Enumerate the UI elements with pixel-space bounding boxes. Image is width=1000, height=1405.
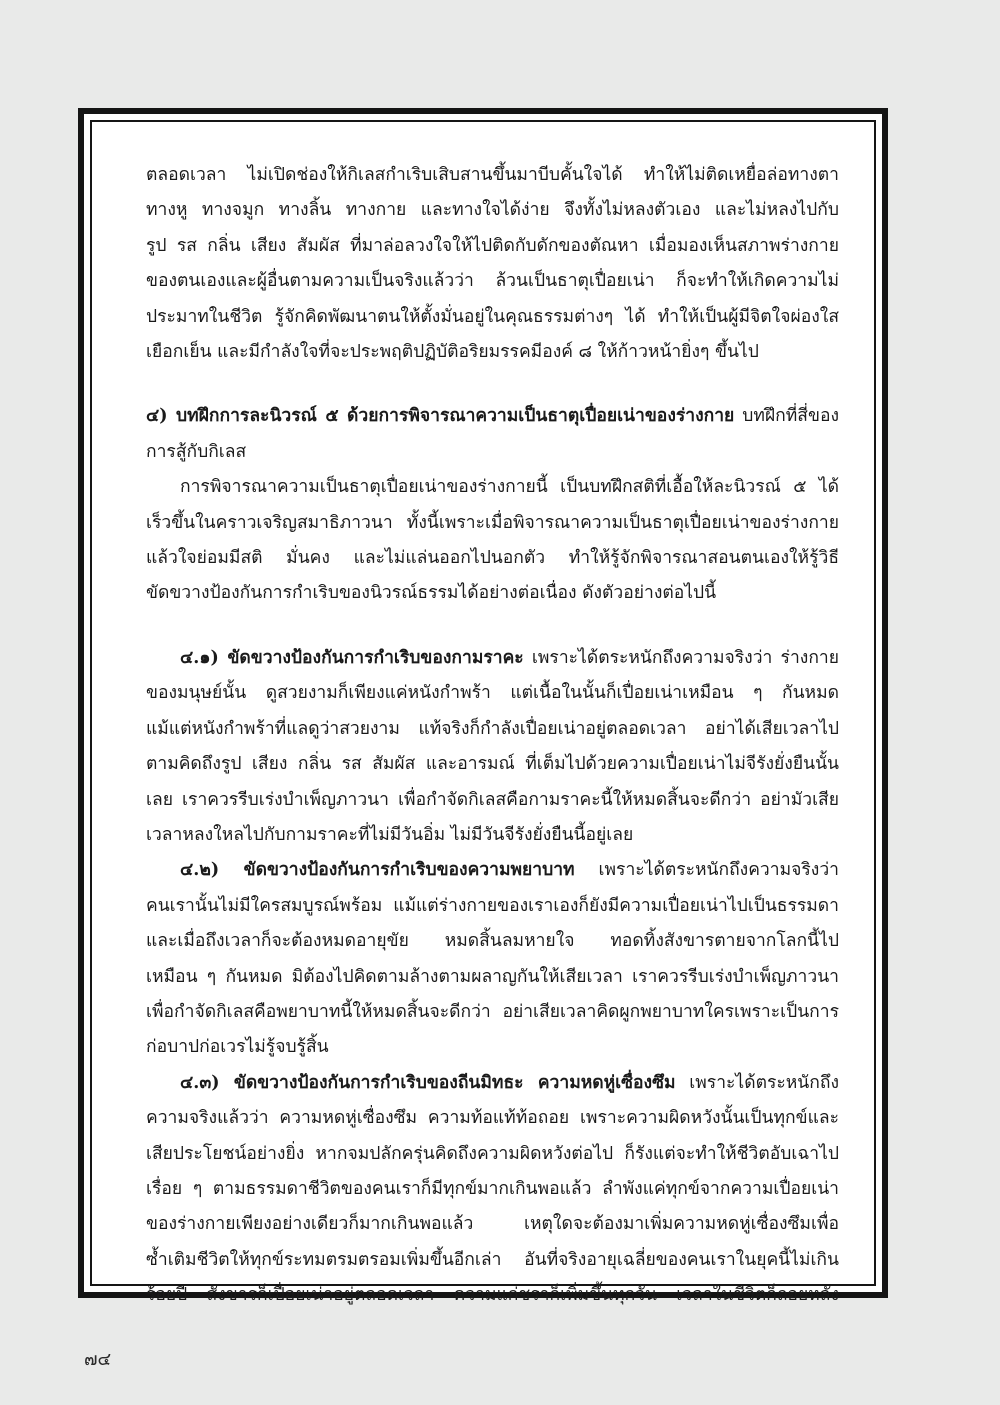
text-line: ประมาทในชีวิต รู้จักคิดพัฒนาตนให้ตั้งมั่นอยู่ในคุณธรรมต่างๆ ได้ ทำให้เป็นผู้มีจิตใจผ่องใส xyxy=(146,306,839,327)
section-heading-line2: การสู้กับกิเลส xyxy=(146,441,247,462)
text-line: ทางหู ทางจมูก ทางลิ้น ทางกาย และทางใจได้ง่าย จึงทั้งไม่หลงตัวเอง และไม่หลงไปกับ xyxy=(146,200,839,221)
item-4-2 xyxy=(146,853,839,1065)
text-line: เยือกเย็น และมีกำลังใจที่จะประพฤติปฏิบัติอริยมรรคมีองค์ ๘ ให้ก้าวหน้ายิ่งๆ ขึ้นไป xyxy=(146,342,759,363)
spacer xyxy=(146,612,839,641)
text-line: การพิจารณาความเป็นธาตุเปื่อยเน่าของร่างกายนี้ เป็นบทฝึกสติที่เอื้อให้ละนิวรณ์ ๕ ได้ xyxy=(180,477,839,498)
text-line: ก่อบาปก่อเวรไม่รู้จบรู้สิ้น xyxy=(146,1037,329,1058)
section-4 xyxy=(146,399,839,611)
text-line: ตามคิดถึงรูป เสียง กลิ่น รส สัมผัส และอารมณ์ ที่เต็มไปด้วยความเปื่อยเน่าไม่จีรังยั่งยืนนั้น xyxy=(146,754,839,775)
item-title: ๔.๑) ขัดขวางป้องกันการกำเริบของกามราคะ xyxy=(180,647,524,668)
text-line: เร็วขึ้นในคราวเจริญสมาธิภาวนา ทั้งนี้เพราะเมื่อพิจารณาความเป็นธาตุเปื่อยเน่าของร่างกาย xyxy=(146,512,839,533)
section-heading-bold: ๔) บทฝึกการละนิวรณ์ ๕ ด้วยการพิจารณาความเป็นธาตุเปื่อยเน่าของร่างกาย xyxy=(146,406,735,427)
item-title-rest: เพราะได้ตระหนักถึงความจริงว่า xyxy=(574,860,839,881)
text-line: คนเรานั้นไม่มีใครสมบูรณ์พร้อม แม้แต่ร่างกายของเราเองก็ยังมีความเปื่อยเน่าไปเป็นธรรมดา xyxy=(146,895,839,916)
text-line: เรื่อย ๆ ตามธรรมดาชีวิตของคนเราก็มีทุกข์มากเกินพอแล้ว ลำพังแค่ทุกข์จากความเปื่อยเน่า xyxy=(146,1178,839,1199)
text-line: ของตนเองและผู้อื่นตามความเป็นจริงแล้วว่า ล้วนเป็นธาตุเปื่อยเน่า ก็จะทำให้เกิดความไม่ xyxy=(146,271,839,292)
text-line: เพื่อกำจัดกิเลสคือพยาบาทนี้ให้หมดสิ้นจะดีกว่า อย่าเสียเวลาคิดผูกพยาบาทใครเพราะเป็นการ xyxy=(146,1001,839,1022)
text-line: ความจริงแล้วว่า ความหดหู่เซื่องซึม ความท้อแท้ท้อถอย เพราะความผิดหวังนั้นเป็นทุกข์และ xyxy=(146,1108,839,1129)
page-number: ๗๔ xyxy=(84,1349,112,1370)
text-line: แล้วใจย่อมมีสติ มั่นคง และไม่แล่นออกไปนอกตัว ทำให้รู้จักพิจารณาสอนตนเองให้รู้วิธี xyxy=(146,548,839,569)
item-title-rest: เพราะได้ตระหนักถึง xyxy=(675,1072,839,1093)
text-line: เหมือน ๆ กันหมด มิต้องไปคิดตามล้างตามผลาญกันให้เสียเวลา เราควรรีบเร่งบำเพ็ญภาวนา xyxy=(146,966,839,987)
paragraph-continuation xyxy=(146,158,839,370)
text-line: รูป รส กลิ่น เสียง สัมผัส ที่มาล่อลวงใจให้ไปติดกับดักของตัณหา เมื่อมองเห็นสภาพร่างกาย xyxy=(146,235,839,256)
text-line: เวลาหลงใหลไปกับกามราคะที่ไม่มีวันอิ่ม ไม่มีวันจีรังยั่งยืนนี้อยู่เลย xyxy=(146,824,634,845)
text-line: ตลอดเวลา ไม่เปิดช่องให้กิเลสกำเริบเสิบสานขึ้นมาบีบคั้นใจได้ ทำให้ไม่ติดเหยื่อล่อทางตา xyxy=(146,165,839,185)
item-title: ๔.๒) ขัดขวางป้องกันการกำเริบของความพยาบาท xyxy=(180,860,575,881)
text-line: เสียประโยชน์อย่างยิ่ง หากจมปลักครุ่นคิดถึงความผิดหวังต่อไป ก็รังแต่จะทำให้ชีวิตอับเฉาไป xyxy=(146,1143,839,1164)
text-line: ของร่างกายเพียงอย่างเดียวก็มากเกินพอแล้ว เหตุใดจะต้องมาเพิ่มความหดหู่เซื่องซึมเพื่อ xyxy=(146,1214,839,1235)
text-line: แม้แต่หนังกำพร้าที่แลดูว่าสวยงาม แท้จริงก็กำลังเปื่อยเน่าอยู่ตลอดเวลา อย่าได้เสียเวลาไป xyxy=(146,718,839,739)
text-line: ซ้ำเติมชีวิตให้ทุกข์ระทมตรมตรอมเพิ่มขึ้นอีกเล่า อันที่จริงอายุเฉลี่ยของคนเราในยุคนี้ไม่เกิน xyxy=(146,1249,839,1270)
spacer xyxy=(146,370,839,399)
text-line: และเมื่อถึงเวลาก็จะต้องหมดอายุขัย หมดสิ้นลมหายใจ ทอดทิ้งสังขารตายจากโลกนี้ไป xyxy=(146,931,839,952)
item-heading-line xyxy=(146,1066,839,1101)
page-content xyxy=(146,158,839,1314)
text-line: เลย เราควรรีบเร่งบำเพ็ญภาวนา เพื่อกำจัดกิเลสคือกามราคะนี้ให้หมดสิ้นจะดีกว่า อย่ามัวเสีย xyxy=(146,789,839,810)
page-border-inner xyxy=(90,120,876,1306)
text-line: ขัดขวางป้องกันการกำเริบของนิวรณ์ธรรมได้อย่างต่อเนื่อง ดังตัวอย่างต่อไปนี้ xyxy=(146,583,717,604)
item-heading-line xyxy=(146,641,839,676)
text-line: ของมนุษย์นั้น ดูสวยงามก็เพียงแค่หนังกำพร้า แต่เนื้อในนั้นก็เปื่อยเน่าเหมือน ๆ กันหมด xyxy=(146,683,839,704)
page-border-outer xyxy=(78,108,888,1306)
item-title-rest: เพราะได้ตระหนักถึงความจริงว่า ร่างกาย xyxy=(523,647,839,668)
section-heading-rest: บทฝึกที่สี่ของ xyxy=(734,406,839,427)
item-title: ๔.๓) ขัดขวางป้องกันการกำเริบของถีนมิทธะ ความหดหู่เซื่องซึม xyxy=(180,1072,676,1093)
section-heading xyxy=(146,399,839,434)
item-4-3 xyxy=(146,1066,839,1314)
text-line: ร้อยปี สังขารก็เปื่อยเน่าอยู่ตลอดเวลา ความแก่ชราก็เพิ่มขึ้นทุกวัน เวลาในชีวิตก็ถอยหลัง xyxy=(146,1285,839,1306)
item-4-1 xyxy=(146,641,839,853)
item-heading-line xyxy=(146,853,839,888)
